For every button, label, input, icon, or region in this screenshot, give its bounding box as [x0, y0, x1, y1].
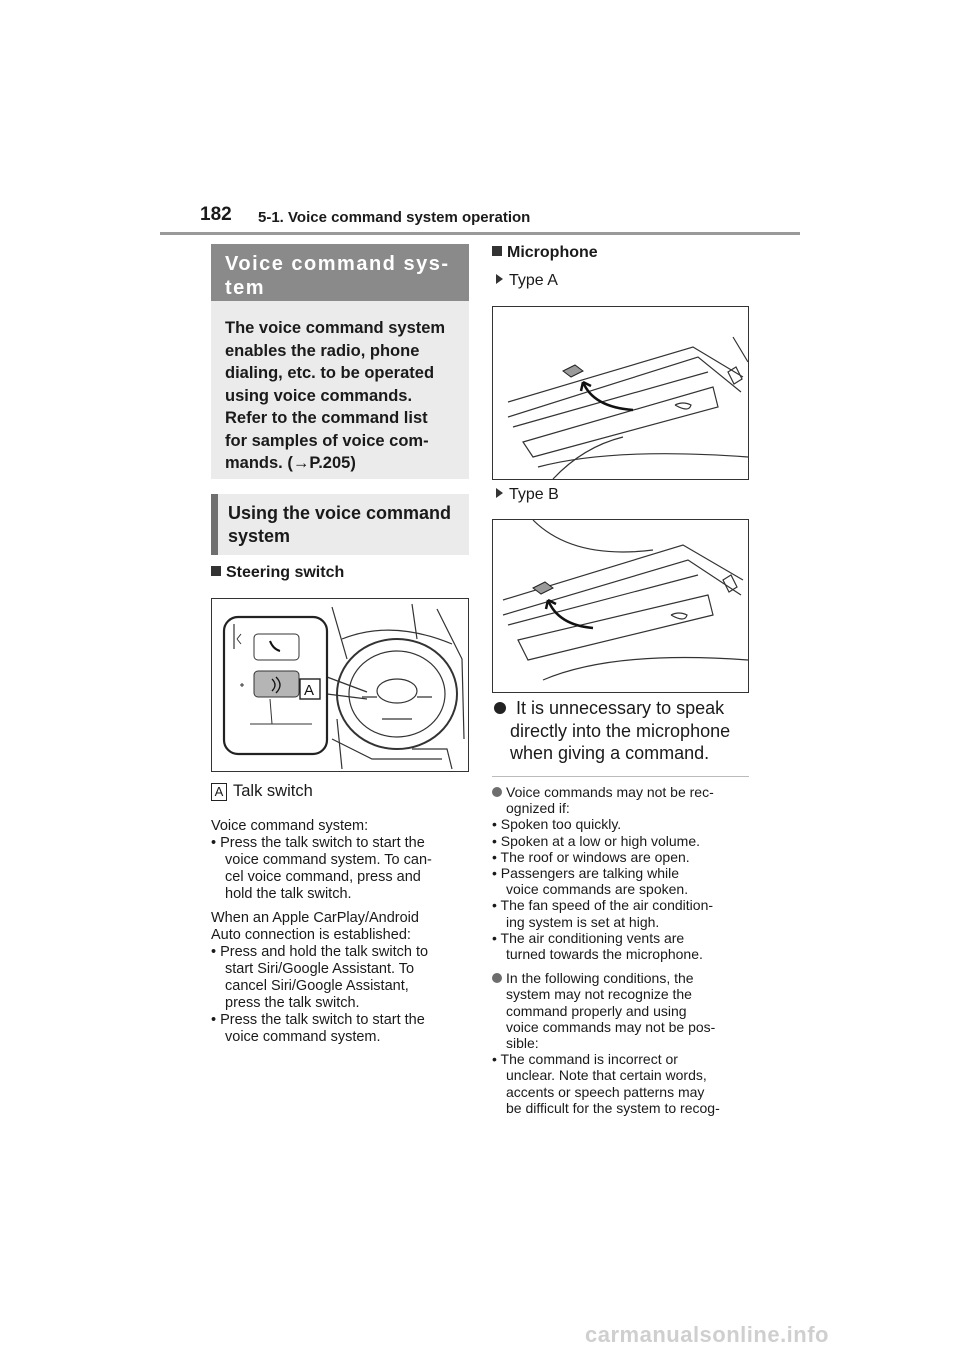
using-heading-line: system [228, 526, 291, 546]
intro-line: for samples of voice com- [225, 431, 429, 450]
triangle-bullet-icon [496, 488, 503, 498]
intro-line: Refer to the command list [225, 409, 428, 427]
notes-divider [492, 776, 749, 777]
type-b-label: Type B [496, 486, 559, 504]
recognition-notes [492, 784, 754, 1116]
square-bullet-icon [211, 566, 221, 576]
triangle-bullet-icon [496, 274, 503, 284]
microphone-note: It is unnecessary to speak directly into the microphone when giving a command. [494, 697, 730, 765]
bullet-item: • The fan speed of the air condition- ing system is set at high. [492, 897, 754, 929]
bullet-dot-icon [494, 702, 506, 714]
note-item: Voice commands may not be rec- ognized if: [492, 784, 754, 816]
bullet-item: • The roof or windows are open. [492, 849, 754, 865]
square-bullet-icon [492, 246, 502, 256]
microphone-type-a-figure [492, 306, 749, 480]
intro-box [211, 301, 469, 479]
bullet-item: • Passengers are talking while voice commands are spoken. [492, 865, 754, 897]
intro-line: using voice commands. [225, 386, 413, 405]
overhead-console-illustration [493, 307, 748, 479]
callout-letter: A [304, 682, 315, 699]
circle-bullet-icon [492, 787, 502, 797]
talk-switch-label: A Talk switch [211, 782, 313, 801]
voice-command-description: Voice command system: • Press the talk switch to start the voice command system. To can- cel voice command, press and hold the talk switch. When an Apple CarPlay/Android Auto connection is established: • Press and hold the talk switch to start Siri/Google Assistant. To cancel Siri/Google Assistant, press the talk switch. • Press the talk switch to start the voice command system. [211, 818, 471, 1046]
type-a-label: Type A [496, 272, 558, 290]
microphone-type-b-figure [492, 519, 749, 693]
carplay-intro: When an Apple CarPlay/Android Auto connection is established: [211, 910, 419, 943]
steering-wheel-illustration [212, 599, 468, 771]
note-item: In the following conditions, the system may not recognize the command properly and using voice commands may not be pos- sible: [492, 970, 754, 1051]
bullet-item: • Spoken at a low or high volume. [492, 833, 754, 849]
bullet-item: • The command is incorrect or unclear. Note that certain words, accents or speech patterns may be difficult for the system to recog- [492, 1051, 754, 1116]
bullet-item: • Press and hold the talk switch to start Siri/Google Assistant. To cancel Siri/Google Assistant, press the talk switch. [211, 944, 471, 1012]
using-heading [211, 494, 469, 555]
header-divider [160, 232, 800, 235]
bullet-item: • Press the talk switch to start the voice command system. To can- cel voice command, press and hold the talk switch. [211, 835, 471, 903]
intro-line: dialing, etc. to be operated [225, 364, 435, 382]
steering-switch-figure [211, 598, 469, 772]
callout-badge: A [211, 783, 227, 801]
intro-line: enables the radio, phone [225, 341, 420, 360]
overhead-console-illustration [493, 520, 748, 692]
bullet-item: • Press the talk switch to start the voice command system. [211, 1012, 471, 1046]
chapter-title: 5-1. Voice command system operation [258, 209, 531, 226]
bullet-item: • The air conditioning vents are turned towards the microphone. [492, 930, 754, 962]
steering-heading: Steering switch [211, 564, 344, 582]
intro-line: mands. (→P.205) [225, 454, 356, 472]
intro-line: The voice command system [225, 319, 446, 337]
circle-bullet-icon [492, 973, 502, 983]
bullet-item: • Spoken too quickly. [492, 816, 754, 832]
using-heading-line: Using the voice command [228, 503, 452, 523]
section-title: Voice command sys- tem [211, 244, 469, 301]
watermark: carmanualsonline.info [585, 1322, 829, 1347]
page-number: 182 [200, 204, 232, 225]
microphone-heading: Microphone [492, 244, 598, 262]
